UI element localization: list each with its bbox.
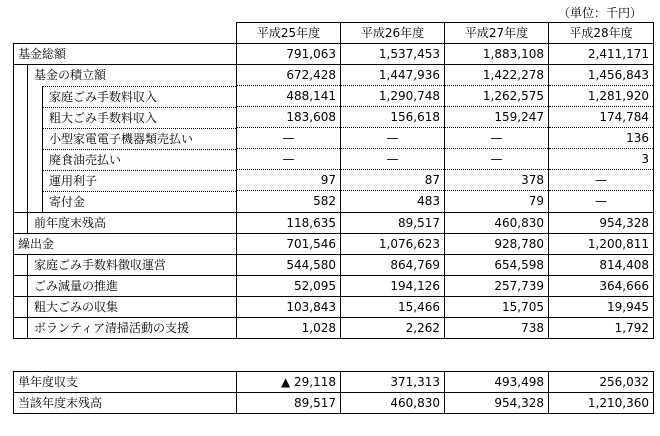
row-label-text: 基金総額 xyxy=(18,47,67,61)
row-label xyxy=(14,128,237,149)
value-cell: 103,843 xyxy=(237,296,341,317)
unit-label: （単位：千円） xyxy=(557,6,642,20)
value-cell: 1,792 xyxy=(549,317,654,338)
value-cell: 928,780 xyxy=(445,233,549,254)
value-cell: — xyxy=(549,170,654,191)
row-label-text: ボランティア清掃活動の支援 xyxy=(27,318,236,338)
summary-table xyxy=(13,371,654,414)
year-header: 平成25年度 xyxy=(237,23,341,44)
value-cell: 483 xyxy=(341,191,445,213)
row-label-text: 寄付金 xyxy=(42,191,236,212)
value-cell: 89,517 xyxy=(341,212,445,233)
row-label-text: ごみ減量の推進 xyxy=(27,276,236,296)
row-label xyxy=(14,170,237,191)
indent-guide xyxy=(27,318,28,338)
summary-value-cell: 371,313 xyxy=(341,372,445,393)
table-row xyxy=(14,149,654,170)
value-cell: 654,598 xyxy=(445,254,549,275)
value-cell: 1,028 xyxy=(237,317,341,338)
value-cell: 2,411,171 xyxy=(549,44,654,65)
table-row xyxy=(14,86,654,107)
row-label xyxy=(14,65,237,86)
table-row xyxy=(14,170,654,191)
value-cell: — xyxy=(445,128,549,149)
year-header: 平成27年度 xyxy=(445,23,549,44)
value-cell: 364,666 xyxy=(549,275,654,296)
value-cell: 136 xyxy=(549,128,654,149)
summary-label xyxy=(14,372,237,393)
summary-label xyxy=(14,393,237,414)
summary-label-text: 当該年度末残高 xyxy=(18,396,103,410)
value-cell: 15,466 xyxy=(341,296,445,317)
value-cell: 738 xyxy=(445,317,549,338)
summary-value-cell: 954,328 xyxy=(445,393,549,414)
indent-guide xyxy=(27,297,28,317)
value-cell: — xyxy=(237,149,341,170)
indent-guide xyxy=(27,86,28,107)
value-cell: 257,739 xyxy=(445,275,549,296)
value-cell: — xyxy=(341,128,445,149)
row-label xyxy=(14,317,237,338)
value-cell: 15,705 xyxy=(445,296,549,317)
row-label xyxy=(14,254,237,275)
indent-guide xyxy=(27,213,28,233)
value-cell: — xyxy=(549,191,654,213)
fund-table xyxy=(13,22,654,339)
indent-guide xyxy=(27,191,28,212)
row-label-text: 繰出金 xyxy=(18,236,55,251)
value-cell: 582 xyxy=(237,191,341,213)
table-row xyxy=(14,107,654,128)
value-cell: 864,769 xyxy=(341,254,445,275)
value-cell: 97 xyxy=(237,170,341,191)
row-label-text: 粗大ごみ手数料収入 xyxy=(42,107,236,128)
value-cell: 544,580 xyxy=(237,254,341,275)
table-row xyxy=(14,254,654,275)
value-cell: 1,422,278 xyxy=(445,65,549,86)
value-cell: 791,063 xyxy=(237,44,341,65)
row-label-text: 廃食油売払い xyxy=(42,149,236,170)
row-label xyxy=(14,149,237,170)
value-cell: 118,635 xyxy=(237,212,341,233)
summary-value-cell: 1,210,360 xyxy=(549,393,654,414)
summary-value-cell: 493,498 xyxy=(445,372,549,393)
value-cell: 156,618 xyxy=(341,107,445,128)
value-cell: 1,537,453 xyxy=(341,44,445,65)
value-cell: 672,428 xyxy=(237,65,341,86)
value-cell: 87 xyxy=(341,170,445,191)
value-cell: 488,141 xyxy=(237,86,341,107)
value-cell: 1,447,936 xyxy=(341,65,445,86)
table-row xyxy=(14,317,654,338)
summary-value-cell: 89,517 xyxy=(237,393,341,414)
value-cell: 701,546 xyxy=(237,233,341,254)
row-label xyxy=(14,212,237,233)
value-cell: 1,200,811 xyxy=(549,233,654,254)
row-label xyxy=(14,296,237,317)
value-cell: 1,262,575 xyxy=(445,86,549,107)
value-cell: 52,095 xyxy=(237,275,341,296)
value-cell: — xyxy=(445,149,549,170)
table-row xyxy=(14,65,654,86)
header-row xyxy=(14,23,654,44)
value-cell: — xyxy=(237,128,341,149)
row-label xyxy=(14,107,237,128)
value-cell: 79 xyxy=(445,191,549,213)
value-cell: 954,328 xyxy=(549,212,654,233)
table-row xyxy=(14,44,654,65)
row-label xyxy=(14,86,237,107)
value-cell: 3 xyxy=(549,149,654,170)
value-cell: 183,608 xyxy=(237,107,341,128)
row-label xyxy=(14,191,237,213)
row-label xyxy=(14,233,237,254)
row-label-text: 粗大ごみの収集 xyxy=(27,297,236,317)
summary-value-cell: 256,032 xyxy=(549,372,654,393)
value-cell: 159,247 xyxy=(445,107,549,128)
value-cell: 378 xyxy=(445,170,549,191)
indent-guide xyxy=(27,65,28,86)
value-cell: 1,076,623 xyxy=(341,233,445,254)
indent-guide xyxy=(27,170,28,191)
header-blank xyxy=(14,23,237,44)
value-cell: 814,408 xyxy=(549,254,654,275)
indent-guide xyxy=(27,107,28,128)
table-row xyxy=(14,296,654,317)
summary-row xyxy=(14,393,654,414)
indent-guide xyxy=(27,255,28,275)
table-row xyxy=(14,212,654,233)
value-cell: — xyxy=(341,149,445,170)
row-label xyxy=(14,44,237,65)
table-row xyxy=(14,233,654,254)
value-cell: 2,262 xyxy=(341,317,445,338)
value-cell: 1,290,748 xyxy=(341,86,445,107)
value-cell: 1,456,843 xyxy=(549,65,654,86)
row-label-text: 小型家電電子機器類売払い xyxy=(42,128,236,149)
table-row xyxy=(14,191,654,213)
row-label xyxy=(14,275,237,296)
row-label-text: 家庭ごみ手数料徴収運営 xyxy=(27,255,236,275)
value-cell: 1,883,108 xyxy=(445,44,549,65)
indent-guide xyxy=(27,128,28,149)
row-label-text: 基金の積立額 xyxy=(27,65,236,85)
summary-label-text: 単年度収支 xyxy=(18,375,79,389)
indent-guide xyxy=(27,149,28,170)
value-cell: 19,945 xyxy=(549,296,654,317)
summary-value-cell: 460,830 xyxy=(341,393,445,414)
table-row xyxy=(14,128,654,149)
summary-value-cell: ▲ 29,118 xyxy=(237,372,341,393)
table-row xyxy=(14,275,654,296)
value-cell: 460,830 xyxy=(445,212,549,233)
value-cell: 174,784 xyxy=(549,107,654,128)
row-label-text: 運用利子 xyxy=(42,170,236,191)
year-header: 平成28年度 xyxy=(549,23,654,44)
indent-guide xyxy=(27,276,28,296)
year-header: 平成26年度 xyxy=(341,23,445,44)
summary-row xyxy=(14,372,654,393)
row-label-text: 家庭ごみ手数料収入 xyxy=(42,86,236,107)
row-label-text: 前年度末残高 xyxy=(27,213,236,233)
value-cell: 1,281,920 xyxy=(549,86,654,107)
value-cell: 194,126 xyxy=(341,275,445,296)
